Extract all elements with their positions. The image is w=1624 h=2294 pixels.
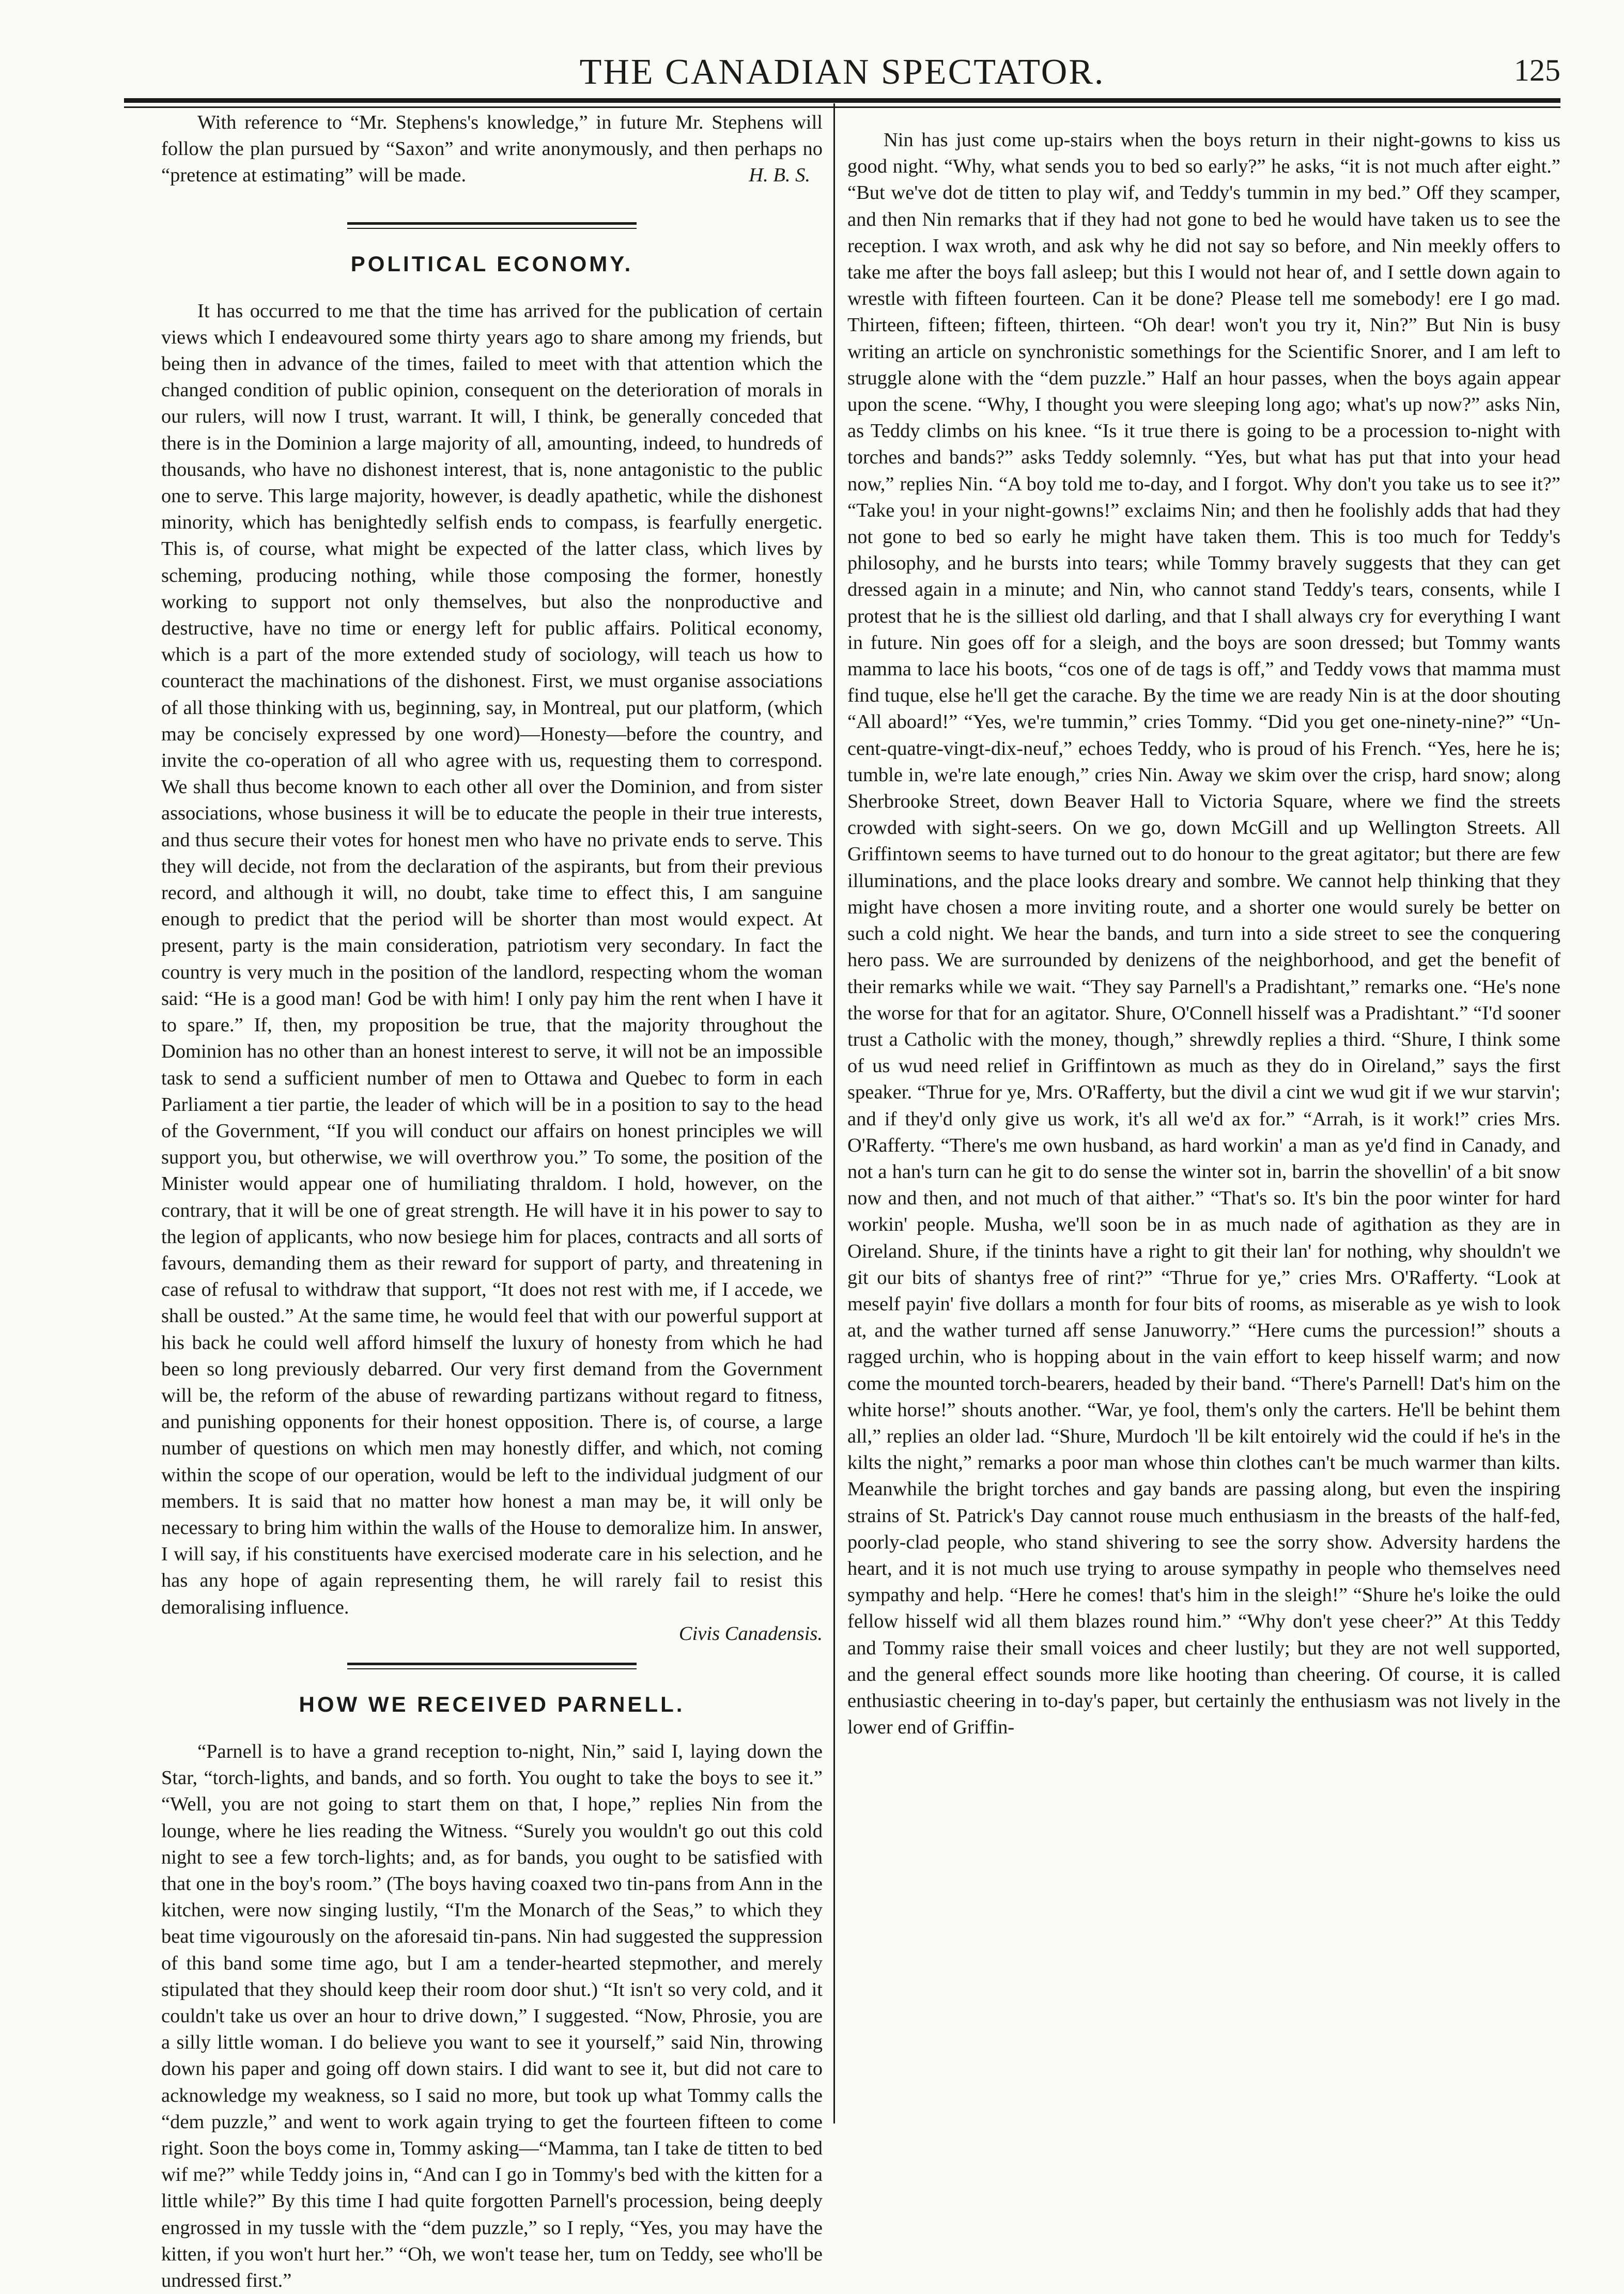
- masthead: [124, 47, 1560, 101]
- parnell-paragraph-1: “Parnell is to have a grand reception to-night, Nin,” said I, laying down the Star, “torch-lights, and bands, and so forth. You ought to take the boys to see it.” “Well, you are not going to start them on that, I hope,” replies Nin from the lounge, where he lies reading the Witness. “Surely you wouldn't go out this cold night to see a few torch-lights; and, as for bands, you ought to be satisfied with that one in the boy's room.” (The boys having coaxed two tin-pans from Ann in the kitchen, were now singing lustily, “I'm the Monarch of the Seas,” to which they beat time vigourously on the aforesaid tin-pans. Nin had suggested the suppression of this band some time ago, but I am a tender-hearted stepmother, and merely stipulated that they should keep their room door shut.) “It isn't so very cold, and it couldn't take us over an hour to drive down,” I suggested. “Now, Phrosie, you are a silly little woman. I do believe you want to see it yourself,” said Nin, throwing down his paper and going off down stairs. I did want to see it, but did not care to acknowledge my weakness, so I said no more, but took up what Tommy calls the “dem puzzle,” and went to work again trying to get the fourteen fifteen to come right. Soon the boys come in, Tommy asking—“Mamma, tan I take de titten to bed wif me?” while Teddy joins in, “And can I go in Tommy's bed with the kitten for a little while?” By this time I had quite forgotten Parnell's procession, being deeply engrossed in my tussle with the “dem puzzle,” so I reply, “Yes, you may have the kitten, if you won't hurt her.” “Oh, we won't tease her, tum on Teddy, see who'll be undressed first.”: [161, 1740, 823, 2292]
- header-rule-thick: [124, 98, 1560, 103]
- page-number: 125: [1514, 53, 1560, 87]
- left-column: [161, 110, 823, 2294]
- column-divider: [833, 103, 835, 2124]
- parnell-paragraph-2: Nin has just come up-stairs when the boys return in their night-gowns to kiss us good night. “Why, what sends you to bed so early?” he asks, “it is not much after eight.” “But we've dot de titten to play wif, and Teddy's tummin in my bed.” Off they scamper, and then Nin remarks that if they had not gone to bed he would have taken us to see the reception. I wax wroth, and ask why he did not say so before, and Nin meekly offers to take me after the boys fall asleep; but this I would not hear of, and I settle down again to wrestle with fifteen fourteen. Can it be done? Please tell me somebody! ere I go mad. Thirteen, fifteen; fifteen, thirteen. “Oh dear! won't you try it, Nin?” But Nin is busy writing an article on synchronistic somethings for the Scientific Snorer, and I am left to struggle alone with the “dem puzzle.” Half an hour passes, when the boys again appear upon the scene. “Why, I thought you were sleeping long ago; what's up now?” asks Nin, as Teddy climbs on his knee. “Is it true there is going to be a procession to-night with torches and bands?” asks Teddy solemnly. “Yes, but what has put that into your head now,” replies Nin. “A boy told me to-day, and I forgot. Why don't you take us to see it?” “Take you! in your night-gowns!” exclaims Nin; and then he foolishly adds that had they not gone to bed so early he might have taken them. This is too much for Teddy's philosophy, and he bursts into tears; while Tommy bravely suggests that they can get dressed again in a minute; and Nin, who cannot stand Teddy's tears, consents, while I protest that he is the silliest old darling, and that I shall always cry for everything I want in future. Nin goes off for a sleigh, and the boys are soon dressed; but Tommy wants mamma to lace his boots, “cos one of de tags is off,” and Teddy vows that mamma must find tuque, else he'll get the carache. By the time we are ready Nin is at the door shouting “All aboard!” “Yes, we're tummin,” cries Tommy. “Did you get one-ninety-nine?” “Un-cent-quatre-vingt-dix-neuf,” echoes Teddy, who is proud of his French. “Yes, here he is; tumble in, we're late enough,” cries Nin. Away we skim over the crisp, hard snow; along Sherbrooke Street, down Beaver Hall to Victoria Square, where we find the streets crowded with sight-seers. On we go, down McGill and up Wellington Streets. All Griffintown seems to have turned out to do honour to the great agitator; but there are few illuminations, and the place looks dreary and sombre. We cannot help thinking that they might have chosen a more inviting route, and a shorter one would surely be better on such a cold night. We hear the bands, and turn into a side street to see the conquering hero pass. We are surrounded by denizens of the neighborhood, and get the benefit of their remarks while we wait. “They say Parnell's a Pradishtant,” remarks one. “He's none the worse for that for an agitator. Shure, O'Connell hisself was a Pradishtant.” “I'd sooner trust a Catholic with the money, though,” shrewdly replies a third. “Shure, I think some of us wud need relief in Griffintown as much as they do in Oireland,” says the first speaker. “Thrue for ye, Mrs. O'Rafferty, but the divil a cint we wud git if we wur starvin'; and if they'd only give us work, it's all we'd ax for.” “Arrah, is it work!” cries Mrs. O'Rafferty. “There's me own husband, as hard workin' a man as ye'd find in Canady, and not a han's turn can he git to do sense the winter sot in, barrin the shovellin' of a bit snow now and then, and not much of that aither.” “That's so. It's bin the poor winter for hard workin' people. Musha, we'll soon be in as much nade of agithation as they are in Oireland. Shure, if the tinints have a right to git their lan' for nothing, why shouldn't we git our bits of shantys free of rint?” “Thrue for ye,” cries Mrs. O'Rafferty. “Look at meself payin' five dollars a month for four bits of rooms, as miserable as ye wish to look at, and the wather turned aff sense Januworry.” “Here cums the purcession!” shouts a ragged urchin, who is hopping about in the vain effort to keep hisself warm; and now come the mounted torch-bearers, headed by their band. “There's Parnell! Dat's him on the white horse!” shouts another. “War, ye fool, them's only the carters. He'll be behint them all,” replies an older lad. “Shure, Murdoch 'll be kilt entoirely wid the could if he's in the kilts the night,” remarks a poor man whose thin clothes can't be much warmer than kilts. Meanwhile the bright torches and gay bands are passing along, but even the inspiring strains of St. Patrick's Day cannot rouse much enthusiasm in the breasts of the half-fed, poorly-clad people, who stand shivering to see the sorry show. Adversity hardens the heart, and it is not much use trying to arouse sympathy in people who themselves need sympathy and help. “Here he comes! that's him in the sleigh!” “Shure he's loike the ould fellow hisself wid all them blazes round him.” “Why don't yese cheer?” At this Teddy and Tommy raise their small voices and cheer lustily; but they are not well supported, and the general effect sounds more like hooting than cheering. Of course, it is called enthusiastic cheering in to-day's paper, but certainly the enthusiasm was not lively in the lower end of Griffin-: [847, 129, 1560, 1739]
- header-rule-thin: [124, 106, 1560, 108]
- intro-paragraph: [161, 110, 823, 189]
- political-economy-heading: POLITICAL ECONOMY.: [350, 251, 633, 276]
- section-separator: [347, 1663, 637, 1669]
- right-column: [847, 110, 1560, 1741]
- section-separator: [347, 222, 637, 229]
- parnell-heading: HOW WE RECEIVED PARNELL.: [299, 1692, 685, 1716]
- intro-signature: H. B. S.: [749, 164, 810, 187]
- political-economy-signature: Civis Canadensis.: [678, 1622, 823, 1645]
- intro-text: With reference to “Mr. Stephens's knowledge,” in future Mr. Stephens will follow the plan pursued by “Saxon” and write anonymously, and then perhaps no “pretence at estimating” will be made.: [161, 112, 823, 187]
- political-economy-paragraph: It has occurred to me that the time has arrived for the publication of certain views which I endeavoured some thirty years ago to share among my friends, but being then in advance of the times, failed to meet with that attention which the changed condition of public opinion, consequent on the deterioration of morals in our rulers, will now I trust, warrant. It will, I think, be generally conceded that there is in the Dominion a large majority of all, amounting, indeed, to hundreds of thousands, who have no dishonest interest, that is, none antagonistic to the public one to serve. This large majority, however, is deadly apathetic, while the dishonest minority, which has benightedly selfish ends to compass, is fearfully energetic. This is, of course, what might be expected of the latter class, which lives by scheming, producing nothing, while those composing the former, honestly working to support not only themselves, but also the nonproductive and destructive, have no time or energy left for public affairs. Political economy, which is a part of the more extended study of sociology, will teach us how to counteract the machinations of the dishonest. First, we must organise associations of all those thinking with us, beginning, say, in Montreal, put our platform, (which may be concisely expressed by one word)—Honesty—before the country, and invite the co-operation of all who agree with us, requesting them to correspond. We shall thus become known to each other all over the Dominion, and from sister associations, whose business it will be to educate the people in their true interests, and thus secure their votes for honest men who have no private ends to serve. This they will decide, not from the declaration of the aspirants, but from their previous record, and although it will, no doubt, take time to effect this, I am sanguine enough to predict that the period will be shorter than most would expect. At present, party is the main consideration, patriotism very secondary. In fact the country is very much in the position of the landlord, respecting whom the woman said: “He is a good man! God be with him! I only pay him the rent when I have it to spare.” If, then, my proposition be true, that the majority throughout the Dominion has no other than an honest interest to serve, it will not be an impossible task to send a sufficient number of men to Ottawa and Quebec to form in each Parliament a tier partie, the leader of which will be in a position to say to the head of the Government, “If you will conduct our affairs on honest principles we will support you, but otherwise, we will overthrow you.” To some, the position of the Minister would appear one of humiliating thraldom. I hold, however, on the contrary, that it will be one of great strength. He will have it in his power to say to the legion of applicants, who now besiege him for places, contracts and all sorts of favours, demanding them as their reward for support of party, and threatening in case of refusal to withdraw that support, “It does not rest with me, if I accede, we shall be ousted.” At the same time, he would feel that with our powerful support at his back he could well afford himself the luxury of honesty from which he had been so long previously debarred. Our very first demand from the Government will be, the reform of the abuse of rewarding partizans without regard to fitness, and punishing opponents for their honest opposition. There is, of course, a large number of questions on which men may honestly differ, and which, not coming within the scope of our operation, would be left to the individual judgment of our members. It is said that no matter how honest a man may be, it will only be necessary to bring him within the walls of the House to demoralize him. In answer, I will say, if his constituents have exercised moderate care in his selection, and he has any hope of again representing them, he will rarely fail to resist this demoralising influence.: [161, 300, 823, 1618]
- publication-title: THE CANADIAN SPECTATOR.: [579, 52, 1105, 92]
